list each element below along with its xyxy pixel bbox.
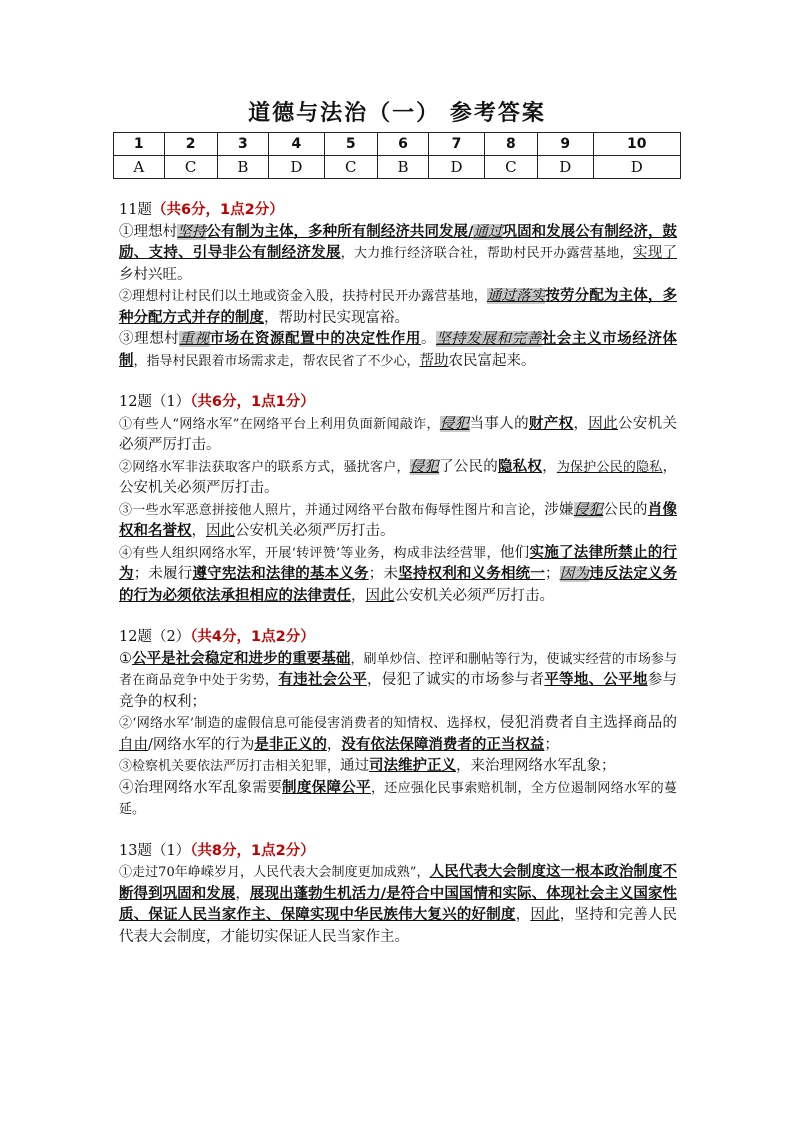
question-number-cell: 6 bbox=[377, 133, 428, 156]
key-point-text: 按劳分配为主体，多种分配方式并存的制度 bbox=[119, 288, 678, 326]
key-point-text: 财产权 bbox=[528, 415, 574, 432]
highlighted-text: 通过 bbox=[473, 223, 503, 240]
section-score: （共4分，1点2分） bbox=[190, 629, 315, 645]
page-title: 道德与法治（一） 参考答案 bbox=[248, 101, 546, 126]
key-point-text: 遵守宪法和法律的基本义务 bbox=[192, 566, 369, 582]
answer-text: 因此 bbox=[588, 415, 618, 432]
answer-text: 农民富起来。 bbox=[448, 352, 536, 369]
key-point-text: 制度保障公平 bbox=[282, 779, 371, 796]
question-number-cell: 4 bbox=[269, 133, 325, 156]
section-heading bbox=[119, 627, 677, 649]
highlighted-text: 通过落实 bbox=[486, 288, 546, 304]
answer-text: ②‘网络水军’制造的虚假信息可能侵害消费者的知情权、选择权， bbox=[119, 716, 500, 731]
answer-paragraph bbox=[119, 222, 677, 287]
answer-text: 因此 bbox=[365, 587, 395, 604]
answer-text: 他们 bbox=[499, 544, 530, 561]
section-heading bbox=[119, 841, 677, 863]
key-point-text: 实施了法律所禁止的行为 bbox=[119, 544, 678, 582]
answer-paragraph bbox=[119, 756, 677, 778]
key-point-text: 展现出蓬勃生机活力/是符合中国国情和实际、体现社会主义国家性质、保证人民当家作主、保障实现中华民族伟大复兴的好制度 bbox=[119, 885, 677, 923]
answer-text: ②理想村让村民们以土地或资金入股，扶持村民开办露营基地， bbox=[119, 289, 487, 304]
answer-content bbox=[119, 200, 677, 968]
key-point-text: 市场在资源配置中的决定性作用 bbox=[209, 331, 421, 347]
key-point-text: 巩固和发展公有制经济，鼓励、支持、引导非公有制经济发展 bbox=[119, 223, 678, 261]
answer-section bbox=[119, 392, 677, 607]
answer-table bbox=[113, 132, 681, 179]
answer-text: ， bbox=[191, 523, 206, 539]
answer-text: 帮助 bbox=[419, 352, 449, 369]
answer-cell: C bbox=[484, 156, 537, 179]
answer-text: 为保护公民的隐私 bbox=[556, 459, 663, 475]
highlighted-text: 重视 bbox=[179, 331, 210, 347]
answer-cell: B bbox=[217, 156, 268, 179]
answer-text: 参与竞争的权利； bbox=[119, 672, 677, 710]
key-point-text: 司法维护正义 bbox=[369, 758, 457, 774]
answer-text: ， bbox=[351, 587, 366, 604]
answer-text: ③检察机关要依法严厉打击相关犯罪， bbox=[119, 759, 341, 774]
section-heading bbox=[119, 392, 677, 414]
answer-text: 因此 bbox=[206, 523, 235, 539]
answer-text: ，刷单炒信、控评和删帖等行为，使诚实经营的市场参与者在商品竞争中处于劣势， bbox=[119, 651, 677, 688]
answer-text: ，还应强化民事索赔机制，全方位遏制网络水军的蔓延。 bbox=[119, 780, 677, 817]
key-point-text: 坚持权利和义务相统一 bbox=[398, 566, 546, 582]
answer-paragraph bbox=[119, 543, 677, 608]
highlighted-text: 侵犯 bbox=[439, 415, 470, 432]
section-score: （共6分，1点1分） bbox=[190, 394, 315, 410]
answer-paragraph bbox=[119, 649, 677, 714]
answer-text: 公安机关必须严厉打击。 bbox=[235, 523, 395, 539]
key-point-text: 平等地、公平地 bbox=[544, 672, 648, 688]
answer-paragraph bbox=[119, 862, 677, 948]
section-number: 13题（1） bbox=[119, 842, 191, 859]
answer-text: 了公民的 bbox=[439, 458, 498, 475]
answer-text: 当事人的 bbox=[469, 415, 529, 432]
answer-text: ①走过70年峥嵘岁月，人民代表大会制度更加成熟”， bbox=[119, 865, 430, 880]
answer-text: ； bbox=[545, 566, 560, 582]
answer-text: ， bbox=[326, 736, 342, 753]
answer-cell: C bbox=[324, 156, 377, 179]
answer-table-answer-row bbox=[114, 156, 681, 179]
answer-paragraph bbox=[119, 457, 677, 500]
answer-text: ，帮助村民实现富裕。 bbox=[264, 309, 409, 326]
answer-text: ，坚持和完善人民代表大会制度，才能切实保证人民当家作主。 bbox=[119, 907, 678, 945]
answer-paragraph bbox=[119, 500, 677, 543]
answer-cell: D bbox=[537, 156, 593, 179]
answer-text: ①理想村 bbox=[119, 223, 178, 240]
answer-cell: D bbox=[429, 156, 485, 179]
answer-text: ①有些人“网络水军”在网络平台上利用负面新闻敲诈， bbox=[119, 416, 440, 432]
answer-text: ， bbox=[542, 458, 557, 475]
question-number-cell: 1 bbox=[114, 133, 165, 156]
key-point-text: 违反法定义务的行为必须依法承担相应的法律责任 bbox=[119, 566, 678, 604]
answer-text: ， bbox=[573, 415, 589, 432]
section-score: （共8分，1点2分） bbox=[190, 842, 315, 859]
answer-text: ， bbox=[515, 907, 531, 923]
question-number-cell: 2 bbox=[164, 133, 217, 156]
key-point-text: 人民代表大会制度这一根本政治制度不断得到巩固和发展 bbox=[119, 864, 677, 902]
answer-text: ① bbox=[119, 650, 133, 667]
answer-text: 乡村兴旺。 bbox=[119, 266, 192, 283]
key-point-text: 社会主义市场经济体制 bbox=[119, 331, 678, 369]
answer-text: 通过 bbox=[340, 758, 370, 774]
answer-cell: A bbox=[114, 156, 165, 179]
section-heading bbox=[119, 200, 677, 222]
answer-text: ，公安机关必须严厉打击。 bbox=[119, 458, 678, 496]
key-point-text: 公有制为主体，多种所有制经济共同发展/ bbox=[206, 223, 474, 240]
answer-cell: C bbox=[164, 156, 217, 179]
answer-text: 自由 bbox=[119, 736, 148, 753]
answer-text: ②网络水军非法获取客户的联系方式，骚扰客户， bbox=[119, 459, 410, 475]
answer-text: ④有些人组织网络水军，开展‘转评赞’等业务，构成非法经营罪， bbox=[119, 545, 500, 561]
answer-text: 因此 bbox=[530, 907, 560, 923]
answer-paragraph bbox=[119, 329, 677, 372]
question-number-cell: 3 bbox=[217, 133, 268, 156]
answer-text: ，指导村民跟着市场需求走，帮农民省了不少心， bbox=[133, 353, 420, 369]
answer-text: ，大力推行经济联合社，帮助村民开办露营基地， bbox=[340, 246, 633, 261]
key-point-text: 隐私权 bbox=[497, 458, 543, 475]
answer-paragraph bbox=[119, 286, 677, 329]
highlighted-text: 坚持 bbox=[177, 223, 207, 240]
answer-paragraph bbox=[119, 713, 677, 756]
answer-text: ，侵犯了诚实的市场参与者 bbox=[366, 672, 545, 688]
highlighted-text: 坚持发展和完善 bbox=[436, 331, 542, 347]
section-number: 12题（2） bbox=[119, 629, 191, 645]
key-point-text: 有违社会公平 bbox=[278, 672, 367, 688]
answer-text: ③理想村 bbox=[119, 331, 180, 347]
question-number-cell: 5 bbox=[324, 133, 377, 156]
key-point-text: 没有依法保障消费者的正当权益 bbox=[341, 736, 545, 753]
key-point-text: 肖像权和名誉权 bbox=[119, 501, 678, 539]
highlighted-text: 侵犯 bbox=[409, 458, 440, 475]
answer-text: ， bbox=[235, 885, 250, 902]
answer-text: ；未履行 bbox=[133, 566, 193, 582]
answer-section bbox=[119, 841, 677, 949]
answer-cell: B bbox=[377, 156, 428, 179]
answer-paragraph bbox=[119, 414, 677, 457]
answer-text: 。 bbox=[420, 331, 437, 347]
section-score: （共6分，1点2分） bbox=[151, 202, 284, 218]
answer-cell: D bbox=[269, 156, 325, 179]
question-number-cell: 9 bbox=[537, 133, 593, 156]
answer-section bbox=[119, 200, 677, 372]
question-number-cell: 7 bbox=[429, 133, 485, 156]
answer-table-number-row bbox=[114, 133, 681, 156]
section-number: 11题 bbox=[119, 202, 152, 218]
key-point-text: 公平是社会稳定和进步的重要基础 bbox=[132, 650, 351, 667]
answer-paragraph bbox=[119, 778, 677, 821]
answer-text: ；未 bbox=[368, 566, 399, 582]
answer-text: ； bbox=[544, 736, 559, 753]
highlighted-text: 因为 bbox=[559, 566, 590, 582]
answer-text: ④治理网络水军乱象需要 bbox=[119, 779, 283, 796]
answer-section bbox=[119, 627, 677, 821]
question-number-cell: 10 bbox=[593, 133, 680, 156]
answer-text: 公民的 bbox=[603, 501, 648, 518]
answer-text: ③一些水军恶意拼接他人照片，并通过网络平台散布侮辱性图片和言论， bbox=[119, 502, 545, 518]
highlighted-text: 侵犯 bbox=[573, 501, 604, 518]
question-number-cell: 8 bbox=[484, 133, 537, 156]
answer-text: /网络水军的行为 bbox=[148, 736, 255, 753]
answer-text: 公安机关必须严厉打击。 bbox=[119, 415, 678, 453]
key-point-text: 是非正义的 bbox=[254, 736, 327, 753]
answer-text: 侵犯消费者自主选择商品的 bbox=[499, 715, 678, 731]
answer-text: ，来治理网络水军乱象； bbox=[456, 758, 616, 774]
answer-text: 涉嫌 bbox=[544, 501, 574, 518]
section-number: 12题（1） bbox=[119, 394, 191, 410]
answer-cell: D bbox=[593, 156, 680, 179]
answer-text: 公安机关必须严厉打击。 bbox=[394, 587, 554, 604]
answer-text: 实现了 bbox=[632, 245, 678, 261]
